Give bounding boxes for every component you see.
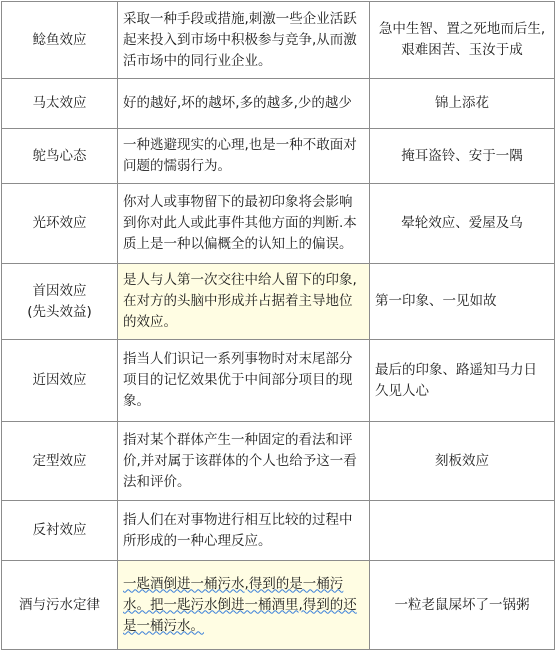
table-row — [2, 2, 555, 79]
related-idiom: 第一印象、一见如故 — [370, 264, 555, 340]
effect-definition — [118, 561, 370, 650]
effect-name: 鲶鱼效应 — [2, 2, 118, 79]
effect-name: 反衬效应 — [2, 501, 118, 561]
effect-definition: 你对人或事物留下的最初印象将会影响到你对此人或此事件其他方面的判断.本质上是一种以偏概全的认知上的偏误。 — [118, 184, 370, 264]
effect-definition: 采取一种手段或措施,刺激一些企业活跃起来投入到市场中积极参与竞争,从而激活市场中的同行业企业。 — [118, 2, 370, 79]
related-idiom: 刻板效应 — [370, 422, 555, 501]
effect-definition: 指人们在对事物进行相互比较的过程中所形成的一种心理反应。 — [118, 501, 370, 561]
effect-definition-text: 一匙酒倒进一桶污水,得到的是一桶污水。把一匙污水倒进一桶酒里,得到的还是一桶污水。 — [123, 575, 357, 634]
effect-name: 近因效应 — [2, 340, 118, 422]
effect-name: 首因效应 — [32, 282, 87, 299]
table-row — [2, 422, 555, 501]
effect-name: 酒与污水定律 — [2, 561, 118, 650]
effect-name: 鸵鸟心态 — [2, 129, 118, 184]
table-row — [2, 561, 555, 650]
effect-definition: 好的越好,坏的越坏,多的越多,少的越少 — [118, 79, 370, 129]
table-row — [2, 184, 555, 264]
effect-name: 马太效应 — [2, 79, 118, 129]
effect-definition: 一种逃避现实的心理,也是一种不敢面对问题的懦弱行为。 — [118, 129, 370, 184]
effect-definition: 指当人们识记一系列事物时对末尾部分项目的记忆效果优于中间部分项目的现象。 — [118, 340, 370, 422]
effect-definition: 指对某个群体产生一种固定的看法和评价,并对属于该群体的个人也给予这一看法和评价。 — [118, 422, 370, 501]
effect-definition: 是人与人第一次交往中给人留下的印象,在对方的头脑中形成并占据着主导地位的效应。 — [118, 264, 370, 340]
related-idiom: 一粒老鼠屎坏了一锅粥 — [370, 561, 555, 650]
effects-table — [1, 1, 555, 650]
related-idiom: 晕轮效应、爱屋及乌 — [370, 184, 555, 264]
table-row — [2, 264, 555, 340]
table-row — [2, 129, 555, 184]
table-row — [2, 340, 555, 422]
related-idiom: 锦上添花 — [370, 79, 555, 129]
related-idiom — [370, 501, 555, 561]
table-row — [2, 501, 555, 561]
related-idiom: 掩耳盗铃、安于一隅 — [370, 129, 555, 184]
effect-name-cell — [2, 264, 118, 340]
effect-name: 定型效应 — [2, 422, 118, 501]
effect-name: 光环效应 — [2, 184, 118, 264]
related-idiom: 急中生智、置之死地而后生,艰难困苦、玉汝于成 — [370, 2, 555, 79]
related-idiom: 最后的印象、路遥知马力日久见人心 — [370, 340, 555, 422]
table-row — [2, 79, 555, 129]
effect-alias: (先头效益) — [27, 303, 92, 320]
